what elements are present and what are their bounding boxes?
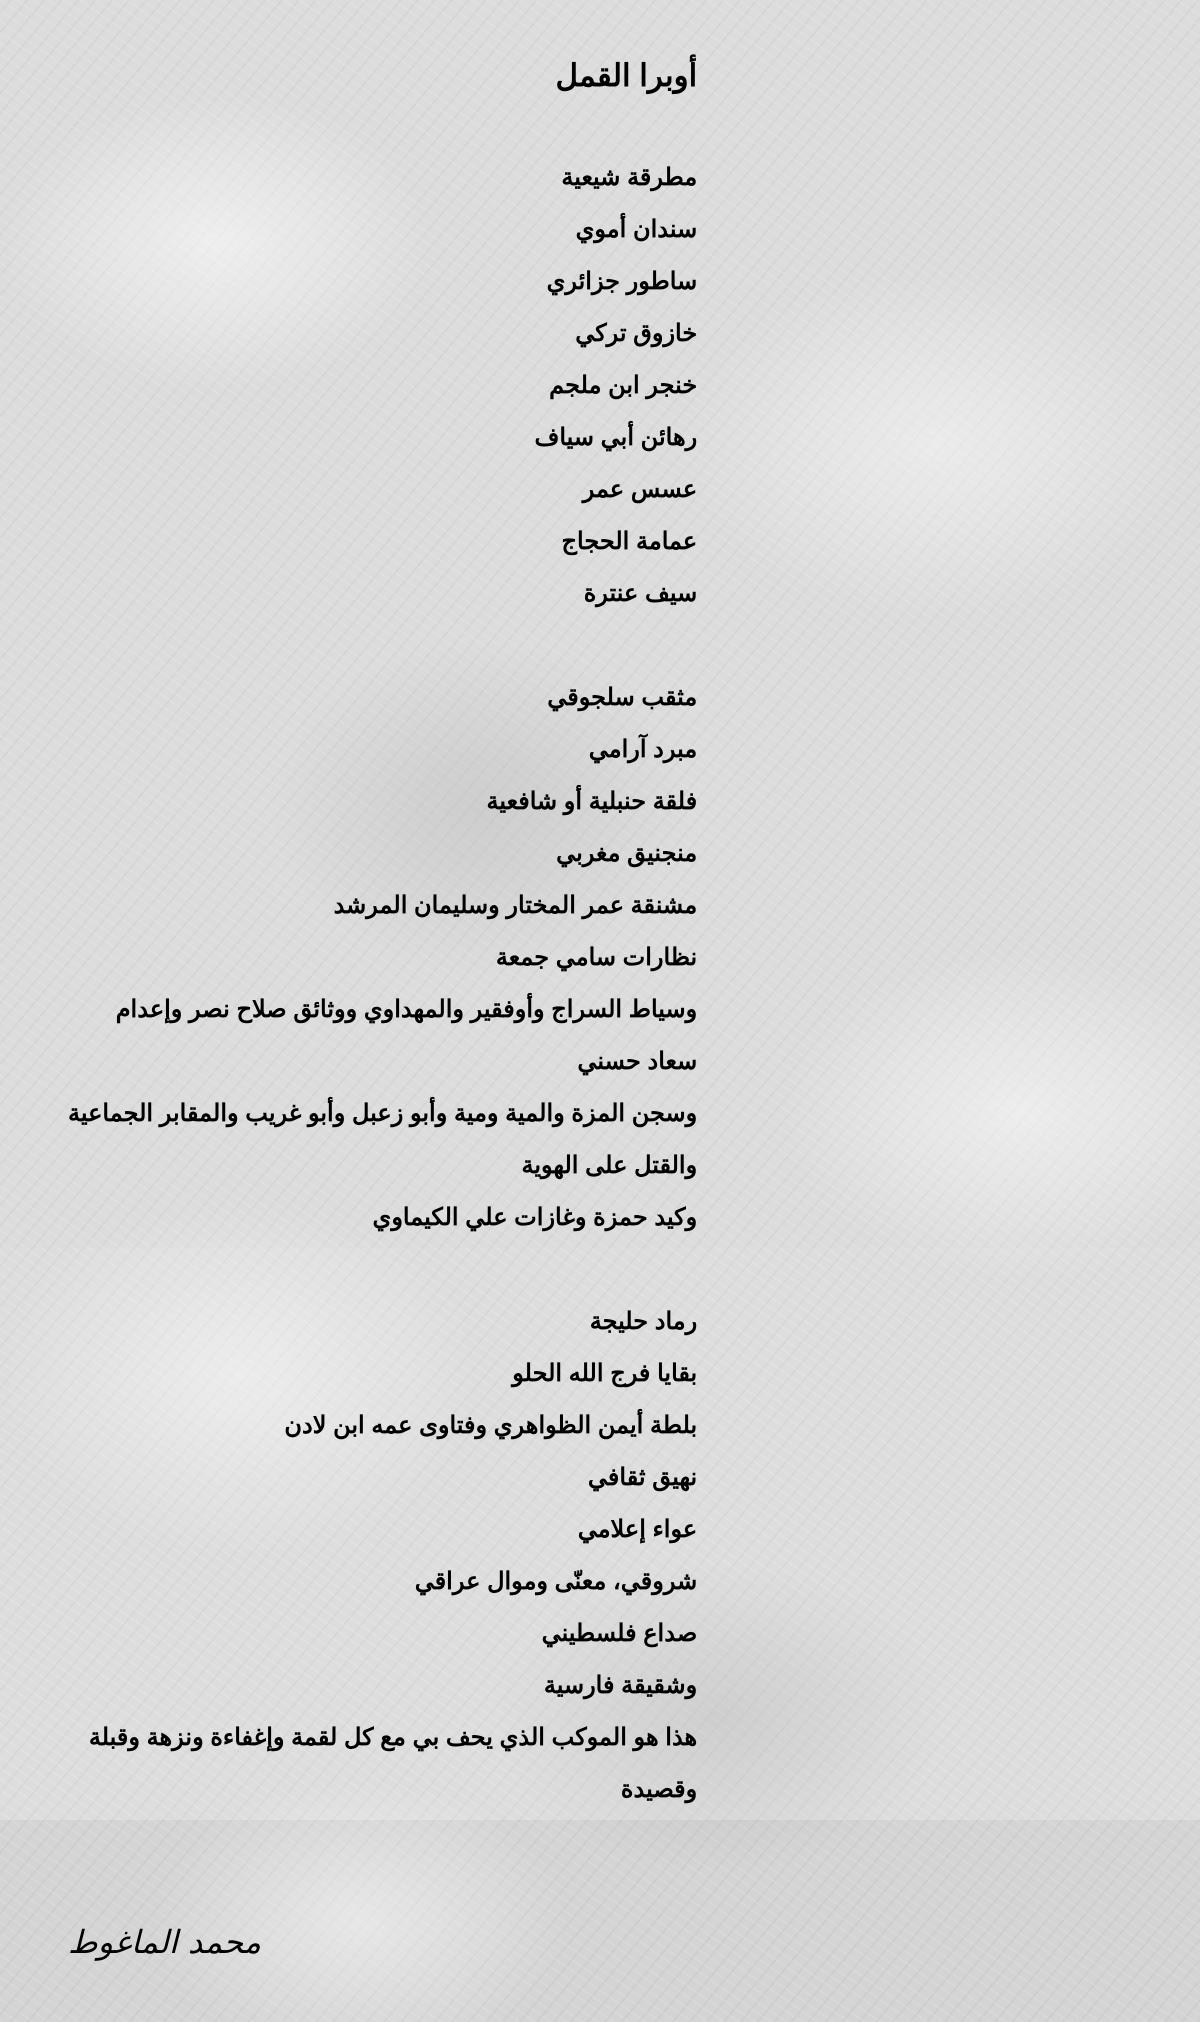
poem-line: بقايا فرج الله الحلو (512, 1360, 698, 1387)
poem-block (68, 50, 697, 1816)
poem-author: محمد الماغوط (68, 1923, 262, 1961)
poem-line: ساطور جزائري (546, 268, 698, 295)
poem-line: سعاد حسني (577, 1048, 698, 1075)
poem-line: فلقة حنبلية أو شافعية (486, 788, 698, 815)
stanza-2 (68, 672, 697, 1244)
poem-line: بلطة أيمن الظواهري وفتاوى عمه ابن لادن (284, 1412, 698, 1439)
poem-title: أوبرا القمل (555, 58, 698, 93)
poem-line: خنجر ابن ملجم (549, 372, 698, 399)
poem-line: شروقي، معنّى وموال عراقي (414, 1568, 698, 1595)
poem-line: مثقب سلجوقي (547, 684, 698, 711)
poem-line: هذا هو الموكب الذي يحف بي مع كل لقمة وإغفاءة ونزهة وقبلة (88, 1724, 698, 1751)
poem-line: نظارات سامي جمعة (495, 944, 698, 971)
poem-line: وسياط السراج وأوفقير والمهداوي ووثائق صلاح نصر وإعدام (115, 996, 698, 1023)
poem-line: نهيق ثقافي (587, 1464, 698, 1491)
poem-line: منجنيق مغربي (556, 840, 698, 867)
poem-container (68, 50, 1128, 1816)
stanza-3 (68, 1296, 697, 1816)
stanza-1 (68, 152, 697, 620)
poem-line: رهائن أبي سياف (534, 424, 698, 451)
poem-line: رماد حليجة (589, 1308, 698, 1335)
poem-line: وسجن المزة والمية ومية وأبو زعبل وأبو غريب والمقابر الجماعية (68, 1100, 698, 1127)
poem-line: خازوق تركي (575, 320, 698, 347)
poem-line: مطرقة شيعية (561, 164, 698, 191)
poem-line: وشقيقة فارسية (543, 1672, 698, 1699)
poem-line: سيف عنترة (583, 580, 698, 607)
poem-line: سندان أموي (575, 216, 698, 243)
poem-line: مبرد آرامي (588, 736, 698, 763)
poem-line: وقصيدة (620, 1776, 698, 1803)
poem-line: والقتل على الهوية (521, 1152, 698, 1179)
poem-line: مشنقة عمر المختار وسليمان المرشد (333, 892, 698, 919)
poem-line: صداع فلسطيني (541, 1620, 698, 1647)
poem-line: عسس عمر (582, 476, 698, 503)
poem-line: وكيد حمزة وغازات علي الكيماوي (372, 1204, 698, 1231)
poem-line: عواء إعلامي (577, 1516, 698, 1543)
poem-line: عمامة الحجاج (561, 528, 698, 555)
